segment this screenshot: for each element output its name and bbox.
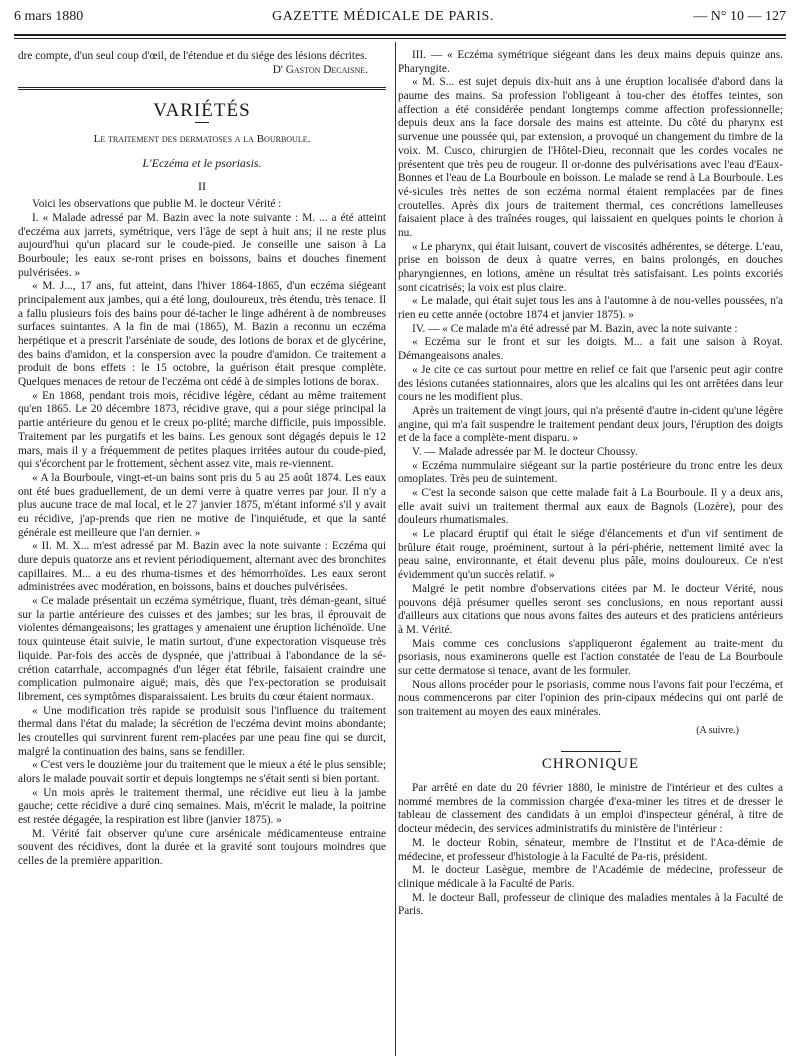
chronique-title: CHRONIQUE <box>541 756 640 773</box>
paragraph: Après un traitement de vingt jours, qui n'a présenté d'autre in-cident qu'une légère angine, qui m'a fait suspendre le traitement pendant deux jours, l'éruption des doigts et de la face a complète-ment disparu. » <box>398 404 783 445</box>
part-number: II <box>198 179 206 194</box>
paragraph: « M. S... est sujet depuis dix-huit ans à une éruption localisée d'abord dans la paume des mains. Sa profession l'obligeant à tou-cher des étoffes teintes, son affection a été considérée pendant longtemps comme affection professionnelle; depuis deux ans la face dorsale des mains est atteinte. Du côté du pharynx est survenue une poussée qui, par extension, a provoqué un changement du timbre de la voix. M. Cusco, chirurgien de l'Hôtel-Dieu, reconnait que les cordes vocales ne présentent que très peu de rougeur. Il or-donne des pulvérisations avec l'eau d'Eaux-Bonnes et l'eau de La Bourboule en boisson. Le malade se rend à La Bourboule. Les vé-sicules très nettes de son eczéma normal étaient remplacées par de fines croutelles. Après dix jours de traitement thermal, ces concrétions lamelleuses faisaient place à des traînées rouges, qui laissaient en quelques points le chorion à nu. <box>398 76 783 239</box>
header-journal-title: GAZETTE MÉDICALE DE PARIS. <box>272 9 494 24</box>
paragraph: « Je cite ce cas surtout pour mettre en relief ce fait que l'arsenic peut agir contre des lésions cutanées stationnaires, alors que les alcalins qui les ont arrêtées dans leur cours ne les modifient plus. <box>398 363 783 404</box>
paragraph: « Le malade, qui était sujet tous les ans à l'automne à de nou-velles poussées, n'a rien eu cette année (octobre 1874 et janvier 1875). » <box>398 295 783 322</box>
paragraph: « II. M. X... m'est adressé par M. Bazin avec la note suivante : Eczéma qui dure depuis quatorze ans et revient périodiquement, alternant avec des bronchites capillaires. M... a eu des rhuma-tismes et des hémorrhoïdes. Les eaux seront administrées avec modération, en boissons, bains et douches pulvérisées. <box>18 540 386 594</box>
title-dash <box>195 122 209 123</box>
paragraph: « Le pharynx, qui était luisant, couvert de viscosités adhérentes, se déterge. L'eau, prise en boisson de deux à quatre verres, en bains prolongés, en douches pharyngiennes, en lotions, amène un résultat très satisfaisant. Les points excoriés sont cicatrisés; la voix est plus claire. <box>398 240 783 294</box>
paragraph: « Un mois après le traitement thermal, une récidive eut lieu à la jambe gauche; cette récidive a duré cinq semaines. Mais, m'écrit le malade, la poitrine est restée dégagée, la respiration est libre (janvier 1875). » <box>18 786 386 827</box>
header-date: 6 mars 1880 <box>14 9 84 24</box>
paragraph: Mais comme ces conclusions s'appliqueront également au traite-ment du psoriasis, nous examinerons quelle est l'action constatée de l'eau de La Bourboule sur cette dermatose si tenace, avant de les formuler. <box>398 637 783 677</box>
paragraph: « Une modification très rapide se produisit sous l'influence du traitement thermal dans l'état du malade; la sécrétion de l'eczéma devint moins abondante; les croutelles qui survinrent furent rem-placées par une peau fine qui se durcit, malgré la continuation des bains, sans se fendiller. <box>18 704 386 758</box>
section-divider <box>18 87 386 90</box>
chronique-rule <box>561 751 621 752</box>
paragraph: « Ce malade présentait un eczéma symétrique, fluant, très déman-geant, situé sur la partie antérieure des cuisses et des jambes; sur les bras, il éprouvait de violentes démangeaisons; les grattages y amenaient une éruption lichénoïde. Une toux quinteuse était suivie, le matin surtout, d'une expectoration visqueuse très liquide. Par-fois des accès de dyspnée, que j'attribuai à l'abondance de la sé-crétion catarrhale, accompagnés d'un léger état fébrile, faisaient craindre une complication pulmonaire aiguë; mais, dès que l'ex-pectoration se produisait librement, ces symptômes disparaissaient. Les bruits du cœur étaient normaux. <box>18 595 386 703</box>
header-rule-thin <box>14 38 786 39</box>
paragraph: Nous allons procéder pour le psoriasis, comme nous l'avons fait pour l'eczéma, et nous commencerons par citer l'opinion des prin-cipaux médecins qui ont parlé de son traitement au moyen des eaux minérales. <box>398 678 783 718</box>
author-signature: D' Gaston Decaisne. <box>272 63 368 76</box>
paragraph: M. le docteur Lasègue, membre de l'Académie de médecine, professeur de clinique médicale à la Faculté de Paris. <box>398 864 783 890</box>
paragraph: IV. — « Ce malade m'a été adressé par M. Bazin, avec la note suivante : <box>412 322 738 335</box>
paragraph: Voici les observations que publie M. le docteur Vérité : <box>32 198 282 211</box>
paragraph: « M. J..., 17 ans, fut atteint, dans l'hiver 1864-1865, d'un eczéma siégeant principalement aux jambes, qui a été long, douloureux, très étendu, très tenace. Il a fallu plusieurs fois des bains pour dé-tacher le linge adhérent à de nombreuses surfaces suintantes. A la fin de mai (1865), M. Bazin a reconnu un eczéma herpétique et a prescrit l'arséniate de soude, des lotions de borax et de glycérine, des bains d'amidon, et la conspersion avec la poudre d'amidon. Ce traitement a produit de bons effets : le 15 octobre, la guérison était presque complète. Quelques menaces de retour de l'eczéma ont cédé à de simples lotions de borax. <box>18 280 386 389</box>
paragraph: « C'est la seconde saison que cette malade fait à La Bourboule. Il y a deux ans, elle avait suivi un traitement thermal aux eaux de Bagnols (Lozère), pour des douleurs rhumatismales. <box>398 487 783 527</box>
paragraph: I. « Malade adressé par M. Bazin avec la note suivante : M. ... a été atteint d'eczéma aux jarrets, symétrique, vers l'âge de sept à huit ans; il ne reste plus aujourd'hui qu'un placard sur le coude-pied. Je conseille une saison à La Bourboule; les eaux se-ront prises en boissons, bains et douches finement pulvérisées. » <box>18 211 386 279</box>
to-be-continued: (A suivre.) <box>696 724 739 736</box>
paragraph: « Eczéma sur le front et sur les doigts. M... a fait une saison à Royat. Démangeaisons anales. <box>398 336 783 363</box>
header-page-number: — N° 10 — 127 <box>693 9 786 24</box>
chronique-paragraphs <box>398 782 783 919</box>
paragraph: « Le placard éruptif qui était le siége d'élancements et d'un vif sentiment de brûlure était rouge, proéminent, surtout à la péri-phérie, nettement limité avec la peau saine, environnante, et était devenu plus pâle, moins douloureux. Ce n'est évidemment qu'un succès relatif. » <box>398 528 783 582</box>
article-heading: Le traitement des dermatoses a la Bourboule. <box>93 133 311 146</box>
paragraph: « En 1868, pendant trois mois, récidive légère, cédant au même traitement qu'en 1865. Le 20 décembre 1873, récidive grave, qui a pour siége principal la partie antérieure du genou et le creux po-plité; marche difficile, puis impossible. Traitement par les purgatifs et les bains. Les genoux sont dégagés depuis le 12 mars, mais il y a fréquemment de petites plaques irritées autour du coude-pied, qui s'écorchent par le frottement, sèchent assez vite, mais re-viennent. <box>18 389 386 471</box>
section-title: VARIÉTÉS <box>153 100 251 122</box>
article-subtitle: L'Eczéma et le psoriasis. <box>142 155 262 170</box>
left-column <box>18 50 386 869</box>
header-rule <box>14 34 786 36</box>
column-divider <box>395 42 396 1056</box>
paragraph: Par arrêté en date du 20 février 1880, le ministre de l'intérieur et des cultes a nommé membres de la commission chargée d'exa-miner les titres et de dresser le tableau de classement des candidats à un emploi d'inspecteur général, à titre de docteur médecin, des services administratifs du ministère de l'intérieur : <box>398 782 783 836</box>
paragraph: Malgré le petit nombre d'observations citées par M. le docteur Vérité, nous pouvons déjà présumer quelles seront ses conclusions, en nous reportant aussi d'ailleurs aux citations que nous avons faites des auteurs et des praticiens antérieurs à M. Vérité. <box>398 582 783 636</box>
paragraph: III. — « Eczéma symétrique siégeant dans les deux mains depuis quinze ans. Pharyngite. <box>398 49 783 75</box>
page-header <box>14 9 786 31</box>
paragraph: « C'est vers le douzième jour du traitement que le mieux a été le plus sensible; alors le malade pouvait sortir et depuis longtemps ne s'était senti si bien portant. <box>18 759 386 785</box>
right-paragraphs <box>398 49 783 720</box>
paragraph: M. le docteur Ball, professeur de clinique des maladies mentales à la Faculté de Paris. <box>398 891 783 918</box>
left-paragraphs <box>18 198 386 869</box>
paragraph: M. le docteur Robin, sénateur, membre de l'Institut et de l'Aca-démie de médecine, et professeur d'histologie à la Faculté de Pa-ris, président. <box>398 836 783 863</box>
paragraph: « A la Bourboule, vingt-et-un bains sont pris du 5 au 25 août 1874. Les eaux ont été bues graduellement, de un demi verre à quatre verres par jour. Il n'y a plus aucune trace de mal local, et le 27 janvier 1875, m'étant informé s'il y avait eu récidive, j'ap-prends que rien ne motive de l'inquiétude, et que la santé générale est meilleure que l'an dernier. » <box>18 471 386 539</box>
paragraph: « Eczéma nummulaire siégeant sur la partie postérieure du tronc entre les deux omoplates. Très peu de suintement. <box>398 459 783 486</box>
paragraph: M. Vérité fait observer qu'une cure arsénicale médicamenteuse entraine souvent des récidives, dont la durée et la gravité sont toujours moindres que celles de la première apparition. <box>18 827 386 868</box>
continuation-text: dre compte, d'un seul coup d'œil, de l'étendue et du siége des lésions décrites. <box>18 50 368 62</box>
paragraph: V. — Malade adressée par M. le docteur Choussy. <box>412 445 638 458</box>
right-column <box>398 49 783 919</box>
